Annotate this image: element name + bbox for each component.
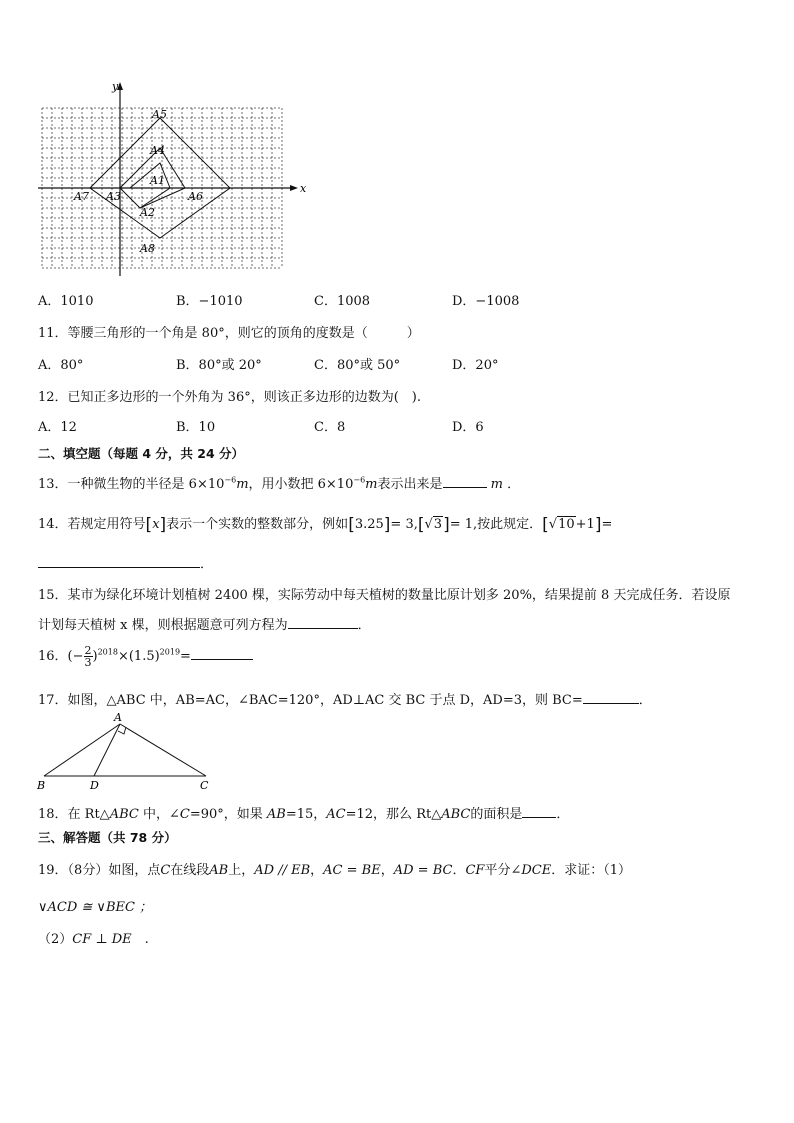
q19-c: C: [160, 863, 171, 878]
q19-line1d: 平分: [484, 863, 511, 878]
q11-stem: 11．等腰三角形的一个角是 80°，则它的顶角的度数是（ ）: [38, 326, 420, 341]
section-2-heading: 二、填空题（每题 4 分，共 24 分）: [38, 446, 245, 461]
q17: [38, 689, 652, 708]
label-c: C: [200, 779, 209, 792]
q19-line3a: （2）: [38, 932, 73, 947]
q18-ac: AC: [326, 807, 346, 822]
q19-line1b: 在线段: [170, 863, 210, 878]
q18-pre: 18．在 Rt△: [38, 807, 110, 822]
q16-numerator: 2: [84, 644, 92, 657]
q16-mid: ×(1.5): [117, 649, 160, 664]
q17-answer-blank[interactable]: [583, 691, 639, 704]
q14-mid: 表示一个实数的整数部分，例如: [166, 517, 349, 532]
q14-pre: 14．若规定用符号: [38, 517, 146, 532]
q10-option-a[interactable]: A．1010: [38, 294, 94, 309]
label-a7: A7: [74, 190, 89, 203]
x-axis-label: x: [300, 182, 306, 195]
label-a6: A6: [188, 190, 203, 203]
q19-f3: AD = BC: [393, 863, 453, 878]
q14-ex2: 3: [433, 517, 443, 532]
q13-exp2: −6: [353, 475, 366, 485]
q14-answer-line: [38, 553, 213, 572]
q11-option-a[interactable]: A．80°: [38, 358, 84, 373]
q17-text: 17．如图，△ABC 中，AB=AC，∠BAC=120°，AD⊥AC 交 BC 于点 D，AD=3，则 BC=: [38, 693, 583, 708]
coordinate-grid-figure: [36, 78, 306, 278]
q13-pre: 13．一种微生物的半径是 6×10: [38, 477, 225, 492]
label-d: D: [90, 779, 99, 792]
q19-ab: AB: [209, 863, 229, 878]
q19-f4: CF: [465, 863, 485, 878]
q14-x: x: [152, 517, 160, 532]
q15-answer-blank[interactable]: [288, 616, 358, 629]
label-a4: A4: [150, 144, 165, 157]
q19-line2: ∨ACD ≅ ∨BEC ；: [38, 900, 153, 915]
q16: 16．(− $\frac{2}{3}$ )$^{2018}\times(1.5)^{2019}=$: [38, 645, 253, 668]
q16-eq: =: [180, 649, 191, 664]
label-a2: A2: [140, 206, 155, 219]
q16-exp2: 2019: [159, 647, 181, 657]
label-a1: A1: [150, 174, 165, 187]
q10-option-b[interactable]: B．−1010: [176, 294, 243, 309]
label-a3: A3: [106, 190, 121, 203]
q18-v2: =12，那么 Rt△: [345, 807, 442, 822]
q18-v1: =15，: [285, 807, 327, 822]
q19-line1e: ．求证：（1）: [551, 863, 631, 878]
q12-option-b[interactable]: B．10: [176, 420, 216, 435]
q18-ab: AB: [266, 807, 286, 822]
q13-answer-blank[interactable]: [443, 475, 487, 488]
q19-line3: （2）CF ⊥ DE .: [38, 932, 149, 947]
q11-options: [38, 354, 778, 372]
q14-answer-blank[interactable]: [38, 555, 200, 568]
q14-end: ．: [200, 557, 214, 572]
q10-option-c[interactable]: C．1008: [314, 294, 371, 309]
q19-line3b: CF ⊥ DE: [72, 932, 132, 947]
q12-stem: 12．已知正多边形的一个外角为 36°，则该正多边形的边数为( ).: [38, 390, 421, 405]
q14-eq2: = 1,按此规定．: [449, 517, 543, 532]
q14-ex1: 3.25: [354, 517, 384, 532]
q16-exp1: 2018: [97, 647, 118, 657]
q14-eq3: =: [601, 517, 613, 532]
q14: 14．若规定用符号[x]表示一个实数的整数部分，例如[3.25]= 3,[√3]= 1,按此规定．[√10+1]=: [38, 515, 613, 535]
q13: [38, 473, 520, 492]
q11-option-d[interactable]: D．20°: [452, 358, 499, 373]
q12-option-a[interactable]: A．12: [38, 420, 77, 435]
q15-line2: [38, 614, 371, 633]
q11-option-c[interactable]: C．80°或 50°: [314, 358, 401, 373]
q18-answer-blank[interactable]: [522, 805, 556, 818]
q13-exp1: −6: [224, 475, 237, 485]
q18-end: ．: [556, 807, 570, 822]
q14-plus: +1: [575, 517, 595, 532]
q18-abc1: ABC: [109, 807, 139, 822]
q11-option-b[interactable]: B．80°或 20°: [176, 358, 262, 373]
q10-options: [38, 290, 778, 308]
q18-mid: 中，∠: [138, 807, 180, 822]
q14-eq1: = 3,: [390, 517, 418, 532]
q16-pre: 16．(−: [38, 649, 84, 664]
q18-mid2: =90°，如果: [189, 807, 267, 822]
q13-end: ．: [507, 477, 521, 492]
q14-ex3: 10: [558, 517, 575, 532]
q19-f2: AC = BE: [323, 863, 381, 878]
q13-mid: ，用小数把 6×10: [248, 477, 354, 492]
q13-post: 表示出来是: [377, 477, 443, 492]
q18-c: C: [179, 807, 190, 822]
triangle-figure: [34, 710, 224, 794]
q16-answer-blank[interactable]: [191, 647, 253, 660]
q16-fraction: [84, 645, 93, 668]
q13-unit3: m: [490, 477, 503, 492]
q15-line1: 15．某市为绿化环境计划植树 2400 棵，实际劳动中每天植树的数量比原计划多 20%，结果提前 8 天完成任务．若设原: [38, 588, 731, 603]
q18-abc2: ABC: [441, 807, 471, 822]
q19-line1c: 上，: [228, 863, 255, 878]
y-axis-label: y: [112, 80, 119, 93]
q10-option-d[interactable]: D．−1008: [452, 294, 520, 309]
q13-unit2: m: [365, 477, 378, 492]
q19-line1: 19．（8分）如图，点C在线段AB上，AD // EB，AC = BE，AD = BC．CF平分∠DCE．求证：（1）: [38, 863, 631, 878]
q15-line2-text: 计划每天植树 x 棵，则根据题意可列方程为: [38, 618, 288, 633]
q16-denominator: 3: [84, 656, 92, 669]
label-a: A: [114, 711, 122, 724]
label-a5: A5: [152, 108, 167, 121]
q19-line1a: 19．（8分）如图，点: [38, 863, 161, 878]
label-a8: A8: [140, 242, 155, 255]
q15-end: ．: [357, 618, 371, 633]
q19-f1: AD // EB: [254, 863, 311, 878]
q18: [38, 803, 569, 822]
q13-unit1: m: [236, 477, 249, 492]
q12-options: [38, 416, 778, 434]
section-3-heading: 三、解答题（共 78 分）: [38, 830, 177, 845]
q12-option-c[interactable]: C．8: [314, 420, 346, 435]
q18-post: 的面积是: [470, 807, 523, 822]
q17-end: ．: [638, 693, 652, 708]
q12-option-d[interactable]: D．6: [452, 420, 484, 435]
q19-f5: ∠DCE: [510, 863, 552, 878]
label-b: B: [37, 779, 46, 792]
